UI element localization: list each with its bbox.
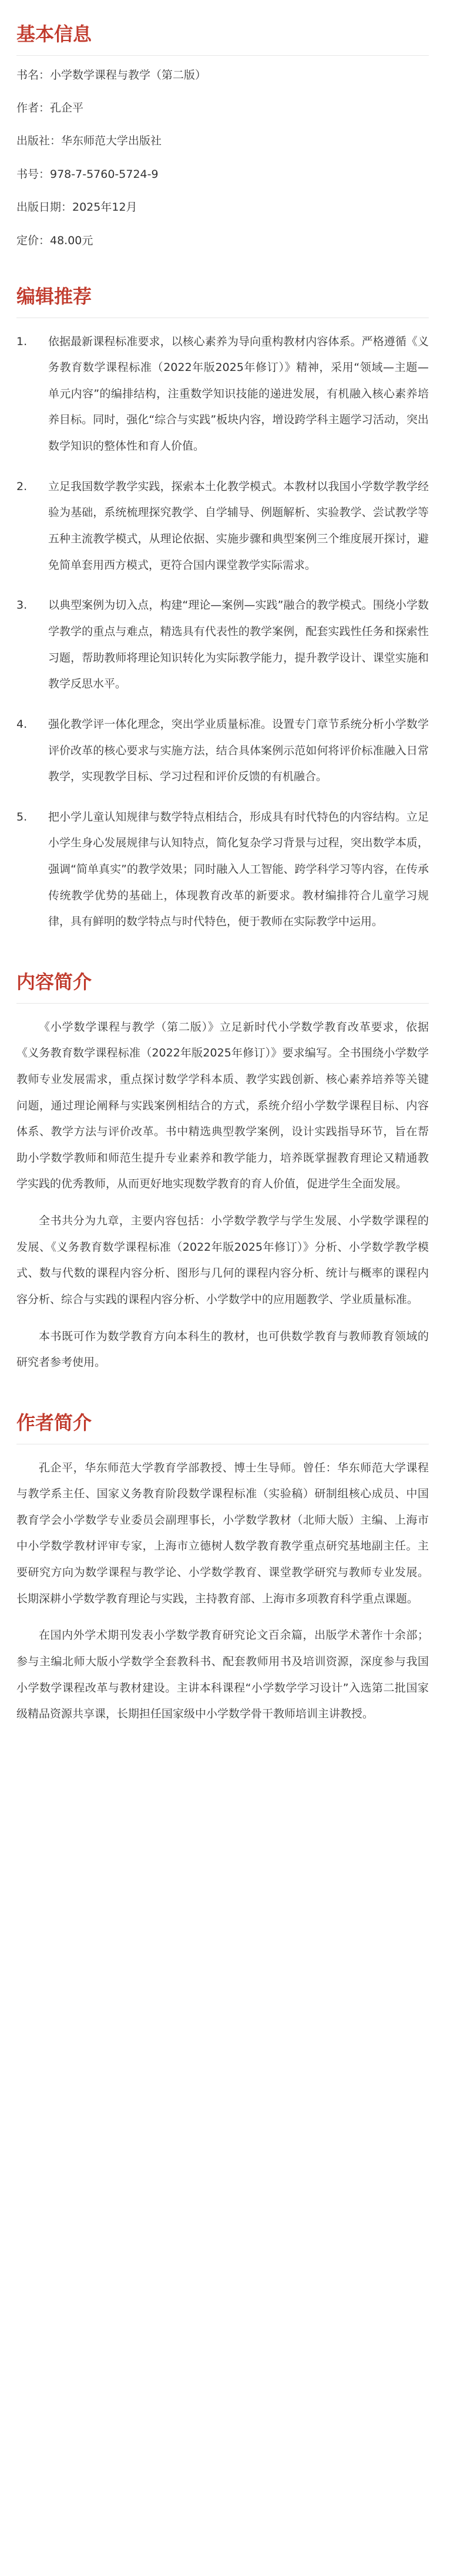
list-item-text: 以典型案例为切入点，构建“理论—案例—实践”融合的教学模式。围绕小学数学教学的重点与难点，精选具有代表性的教学案例，配套实践性任务和探索性习题，帮助教师将理论知识转化为实际教学能力，提升教学设计、课堂实施和教学反思水平。 — [48, 599, 429, 691]
list-item-number: 3. — [16, 599, 28, 612]
basic-info-title: 基本信息 — [16, 23, 92, 45]
info-row-publisher: 出版社：华东师范大学出版社 — [16, 134, 162, 148]
content-intro-divider — [16, 1003, 429, 1004]
list-item-text: 强化教学评一体化理念，突出学业质量标准。设置专门章节系统分析小学数学评价改革的核心要求与实施方法，结合具体案例示范如何将评价标准融入日常教学，实现教学目标、学习过程和评价反馈的有机融合。 — [48, 717, 429, 784]
list-item-number: 4. — [16, 717, 28, 731]
editor-recommendation-section — [16, 285, 429, 935]
content-intro-section — [16, 970, 429, 1376]
author-intro-paragraph: 在国内外学术期刊发表小学数学教育研究论文百余篇，出版学术著作十余部；参与主编北师大版小学数学全套教科书、配套教师用书及培训资源，深度参与我国小学数学课程改革与教材建设。主讲本科课程“小学数学学习设计”入选第二批国家级精品资源共享课，长期担任国家级中小学数学骨干教师培训主讲教授。 — [16, 1629, 429, 1721]
author-intro-title: 作者简介 — [16, 1411, 92, 1434]
info-row-publish-date: 出版日期：2025年12月 — [16, 201, 137, 214]
recommendation-list — [16, 329, 429, 935]
list-item-number: 1. — [16, 335, 28, 348]
list-item — [16, 474, 429, 579]
info-row-isbn: 书号：978-7-5760-5724-9 — [16, 167, 159, 181]
content-intro-paragraph: 全书共分为九章，主要内容包括：小学数学教学与学生发展、小学数学课程的发展、《义务教育数学课程标准（2022年版2025年修订）》分析、小学数学教学模式、数与代数的课程内容分析、图形与几何的课程内容分析、统计与概率的课程内容分析、综合与实践的课程内容分析、小学数学中的应用题教学、学业质量标准。 — [16, 1214, 429, 1306]
content-intro-paragraph: 《小学数学课程与教学（第二版）》立足新时代小学数学教育改革要求，依据《义务教育数学课程标准（2022年版2025年修订）》要求编写。全书围绕小学数学教师专业发展需求，重点探讨数学学科本质、教学实践创新、核心素养培养等关键问题，通过理论阐释与实践案例相结合的方式，系统介绍小学数学课程目标、内容体系、教学方法与评价改革。书中精选典型教学案例，设计实践指导环节，旨在帮助小学数学教师和师范生提升专业素养和教学能力，培养既掌握教育理论又精通教学实践的优秀教师，从而更好地实现数学教育的育人价值，促进学生全面发展。 — [16, 1020, 429, 1191]
basic-info-divider — [16, 55, 429, 56]
list-item — [16, 711, 429, 790]
info-row-book-title: 书名：小学数学课程与教学（第二版） — [16, 68, 207, 82]
list-item-text: 把小学儿童认知规律与数学特点相结合，形成具有时代特色的内容结构。立足小学生身心发展规律与认知特点，简化复杂学习背景与过程，突出数学本质，强调“简单真实”的教学效果；同时融入人工智能、跨学科学习等内容，在传承传统教学优势的基础上，体现教育改革的新要求。教材编排符合儿童学习规律，具有鲜明的数学特点与时代特色，便于教师在实际教学中运用。 — [48, 810, 429, 929]
basic-info-section — [16, 22, 429, 249]
list-item-text: 依据最新课程标准要求，以核心素养为导向重构教材内容体系。严格遵循《义务教育数学课程标准（2022年版2025年修订）》精神，采用“领域—主题—单元内容”的编排结构，注重数学知识技能的递进发展，有机融入核心素养培养目标。同时，强化“综合与实践”板块内容，增设跨学科主题学习活动，突出数学知识的整体性和育人价值。 — [48, 335, 429, 453]
author-intro-section — [16, 1411, 429, 1727]
editor-recommendation-title: 编辑推荐 — [16, 285, 92, 308]
list-item-number: 2. — [16, 480, 28, 493]
list-item-text: 立足我国数学教学实践，探索本土化教学模式。本教材以我国小学数学教学经验为基础，系统梳理探究教学、自学辅导、例题解析、实验教学、尝试教学等五种主流教学模式，从理论依据、实施步骤和典型案例三个维度展开探讨，避免简单套用西方模式，更符合国内课堂教学实际需求。 — [48, 480, 429, 572]
content-intro-title: 内容简介 — [16, 970, 92, 993]
list-item — [16, 592, 429, 697]
content-intro-paragraph: 本书既可作为数学教育方向本科生的教材，也可供数学教育与教师教育领域的研究者参考使用。 — [16, 1329, 429, 1369]
list-item — [16, 329, 429, 460]
author-intro-paragraph: 孔企平，华东师范大学教育学部教授、博士生导师。曾任：华东师范大学课程与教学系主任、国家义务教育阶段数学课程标准（实验稿）研制组核心成员、中国教育学会小学数学专业委员会副理事长，小学数学教材（北师大版）主编、上海市中小学数学教材评审专家，上海市立德树人数学教育教学重点研究基地副主任。主要研究方向为数学课程与教学论、小学数学教育、课堂教学研究与教师专业发展。长期深耕小学数学教育理论与实践，主持教育部、上海市多项教育科学重点课题。 — [16, 1461, 429, 1605]
list-item-number: 5. — [16, 810, 28, 823]
list-item — [16, 804, 429, 935]
info-row-author: 作者：孔企平 — [16, 101, 84, 114]
info-row-price: 定价：48.00元 — [16, 234, 93, 247]
